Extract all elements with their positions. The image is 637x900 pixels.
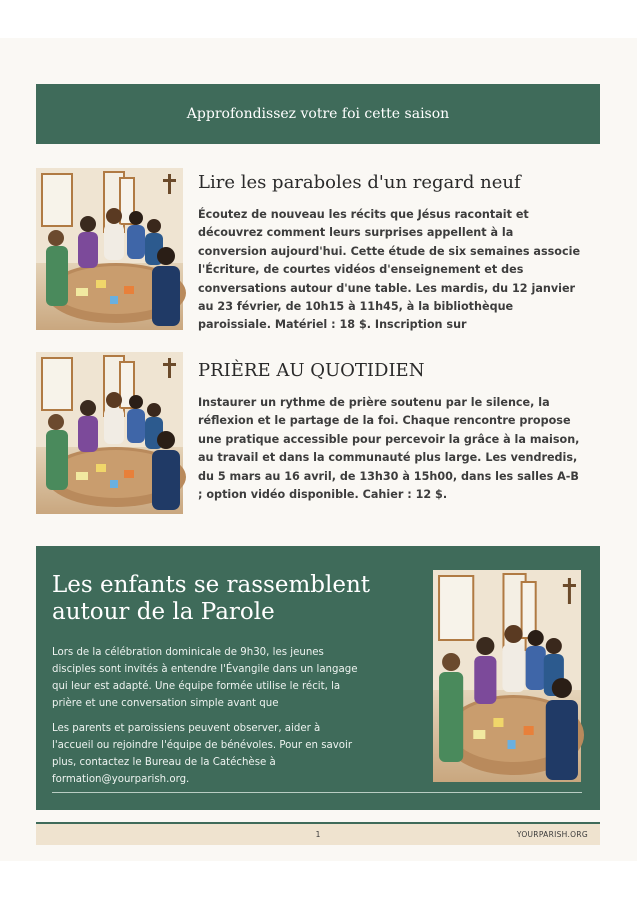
feature-section: [36, 546, 600, 810]
article-title: Lire les paraboles d'un regard neuf: [198, 172, 521, 193]
banner-text: Approfondissez votre foi cette saison: [186, 106, 450, 122]
article-1-photo: [36, 168, 183, 330]
feature-paragraph: Lors de la célébration dominicale de 9h30, les jeunes disciples sont invités à entendre l'Évangile dans un langage qui leur est adapté. Une équipe formée utilise le récit, la prière et une conversation simple avant que: [52, 647, 358, 709]
page-footer: [36, 824, 600, 845]
article-body: Instaurer un rythme de prière soutenu par le silence, la réflexion et le partage de la foi. Chaque rencontre propose une pratique accessible pour percevoir la grâce à la maison, au travail et dans la communauté plus large. Les vendredis, du 5 mars au 16 avril, de 13h30 à 15h00, dans les salles A-B ; option vidéo disponible. Cahier : 12 $.: [198, 396, 580, 502]
article-2-photo: [36, 352, 183, 514]
feature-photo: [433, 570, 581, 782]
footer-site-url: YOURPARISH.ORG: [516, 830, 588, 839]
document-page: [0, 38, 637, 861]
children-table-photo-icon: [36, 168, 183, 330]
page-number: 1: [315, 830, 321, 839]
article-prayer: [198, 360, 584, 506]
feature-divider: [52, 792, 582, 793]
article-parables: [198, 172, 584, 332]
article-title: PRIÈRE AU QUOTIDIEN: [198, 360, 425, 381]
children-table-photo-icon: [36, 352, 183, 514]
feature-paragraph: Les parents et paroissiens peuvent observer, aider à l'accueil ou rejoindre l'équipe de bénévoles. Pour en savoir plus, contactez le Bureau de la Catéchèse à formation@yourparish.org.: [52, 723, 353, 785]
feature-title: Les enfants se rassemblent autour de la Parole: [52, 572, 371, 625]
children-table-photo-icon: [433, 570, 581, 782]
section-banner: [36, 84, 600, 144]
article-body: Écoutez de nouveau les récits que Jésus racontait et découvrez comment leurs surprises appellent à la conversion aujourd'hui. Cette étude de six semaines associe l'Écriture, de courtes vidéos d'enseignement et des conversations autour d'une table. Les mardis, du 12 janvier au 23 février, de 10h15 à 11h45, à la bibliothèque paroissiale. Matériel : 18 $. Inscription sur: [198, 208, 581, 332]
